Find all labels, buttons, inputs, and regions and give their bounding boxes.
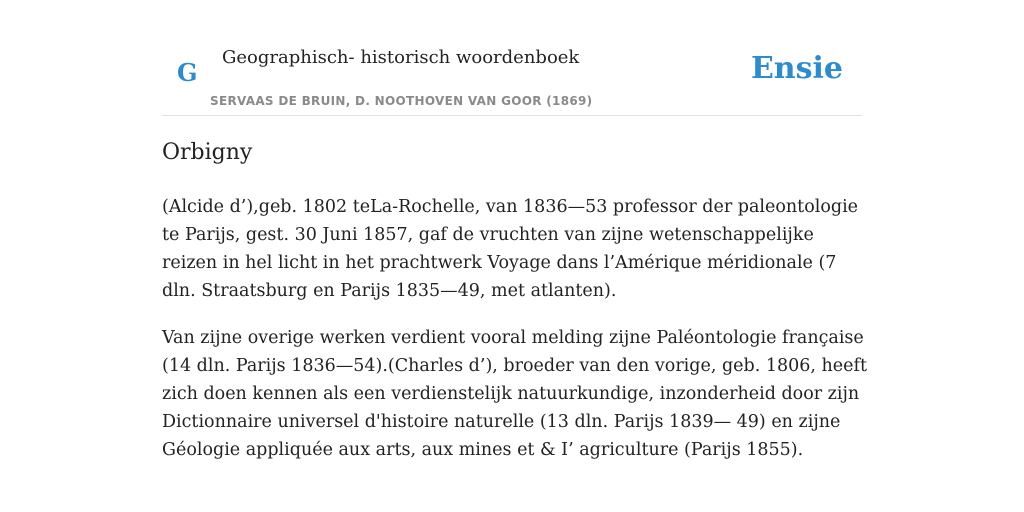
entry-paragraph: Van zijne overige werken verdient vooral melding zijne Paléontologie française (14 dln. Parijs 1836—54).(Charles d’), broeder van den vorige, geb. 1806, heeft zich doen kennen als een verdienstelijk natuurkundige, inzonderheid door zijn Dictionnaire universel d'histoire naturelle (13 dln. Parijs 1839— 49) en zijne Géologie appliquée aux arts, aux mines et & I’ agriculture (Parijs 1855). — [162, 328, 868, 460]
ensie-logo-link[interactable]: Ensie — [750, 51, 843, 86]
book-header — [162, 36, 862, 116]
entry-paragraph: (Alcide d’),geb. 1802 teLa-Rochelle, van 1836—53 professor der paleontologie te Parijs, gest. 30 Juni 1857, gaf de vruchten van zijne wetenschappelijke reizen in hel licht in het prachtwerk Voyage dans l’Amérique méridionale (7 dln. Straatsburg en Parijs 1835—49, met atlanten). — [162, 197, 859, 301]
entry-title: Orbigny — [162, 140, 253, 165]
book-title[interactable]: Geographisch- historisch woordenboek — [222, 47, 580, 68]
entry-content — [162, 193, 867, 483]
book-author: SERVAAS DE BRUIN, D. NOOTHOVEN VAN GOOR (1869) — [210, 94, 593, 108]
book-logo-letter[interactable]: G — [177, 58, 198, 87]
